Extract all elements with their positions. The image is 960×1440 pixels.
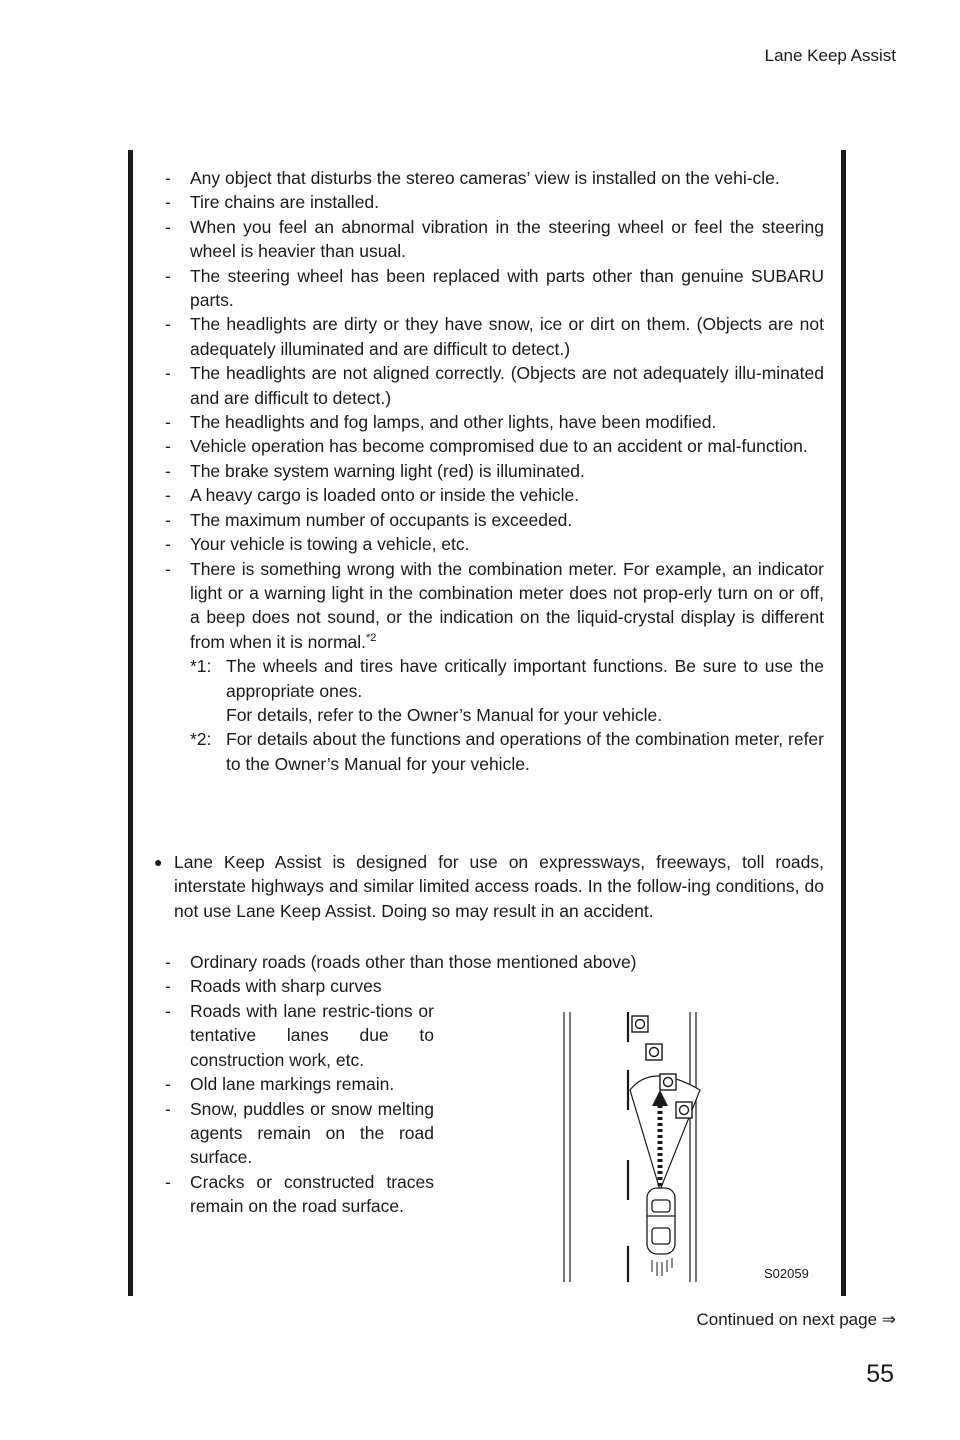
running-head: Lane Keep Assist [764,46,896,65]
list-item: - The maximum number of occupants is exceeded. [165,509,573,530]
list-item: - Vehicle operation has become compromised due to an accident or mal-function. [165,436,808,457]
road-conditions-list-narrow [162,999,434,1219]
continued-notice: Continued on next page ⇒ [696,1310,896,1329]
list-item: - The headlights and fog lamps, and other lights, have been modified. [165,412,717,433]
list-item: - The steering wheel has been replaced with parts other than genuine SUBARU parts. [165,265,824,311]
own-car-icon [647,1188,675,1254]
bullet-icon: ● [154,854,163,870]
right-margin-rule [841,150,846,1296]
list-item: - When you feel an abnormal vibration in the steering wheel or feel the steering wheel is heavier than usual. [165,216,824,262]
road-conditions-list [162,950,824,999]
usage-warning [154,850,824,923]
list-item: - A heavy cargo is loaded onto or inside the vehicle. [165,485,580,506]
page-number: 55 [866,1360,894,1388]
list-item: - Any object that disturbs the stereo cameras’ view is installed on the vehi-cle. [165,168,780,188]
list-item: - There is something wrong with the combination meter. For example, an indicator light or a warning light in the combination meter does not prop-erly turn on or off, a beep does not sound, or the indication on the liquid-crystal display is different from when it is normal.$^{*2}$ [165,558,824,652]
list-item: - Old lane markings remain. [165,1074,395,1095]
footnote: *1: The wheels and tires have critically important functions. Be sure to use the appropriate ones. For details, refer to the Owner’s Manual for your vehicle. [190,656,824,725]
list-item: - The headlights are dirty or they have snow, ice or dirt on them. (Objects are not adequately illuminated and are difficult to detect.) [165,314,824,359]
figure-code: S02059 [764,1266,809,1281]
list-item: - Your vehicle is towing a vehicle, etc. [165,534,470,555]
list-item: - Roads with lane restric-tions or tentative lanes due to construction work, etc. [165,1001,434,1070]
footnote-ref: *2 [366,631,377,644]
lane-keep-illustration [552,1002,820,1286]
bullet-item: ● Lane Keep Assist is designed for use on expressways, freeways, toll roads, interstate highways and similar limited access roads. In the follow-ing conditions, do not use Lane Keep Assist. Doing so may result in an accident. [154,852,824,921]
list-item: - Roads with sharp curves [165,976,382,997]
list-item: - The brake system warning light (red) is illuminated. [165,460,585,481]
list-item: - Tire chains are installed. [165,192,380,213]
left-margin-rule [128,150,133,1296]
list-item: - The headlights are not aligned correctly. (Objects are not adequately illu-minated and are difficult to detect.) [165,363,824,408]
footnote: *2: For details about the functions and operations of the combination meter, refer to the Owner’s Manual for your vehicle. [190,729,824,774]
list-item: - Snow, puddles or snow melting agents remain on the road surface. [165,1098,434,1168]
list-item: - Cracks or constructed traces remain on the road surface. [165,1171,434,1217]
list-item: - Ordinary roads (roads other than those mentioned above) [165,952,637,972]
conditions-list [162,166,824,776]
